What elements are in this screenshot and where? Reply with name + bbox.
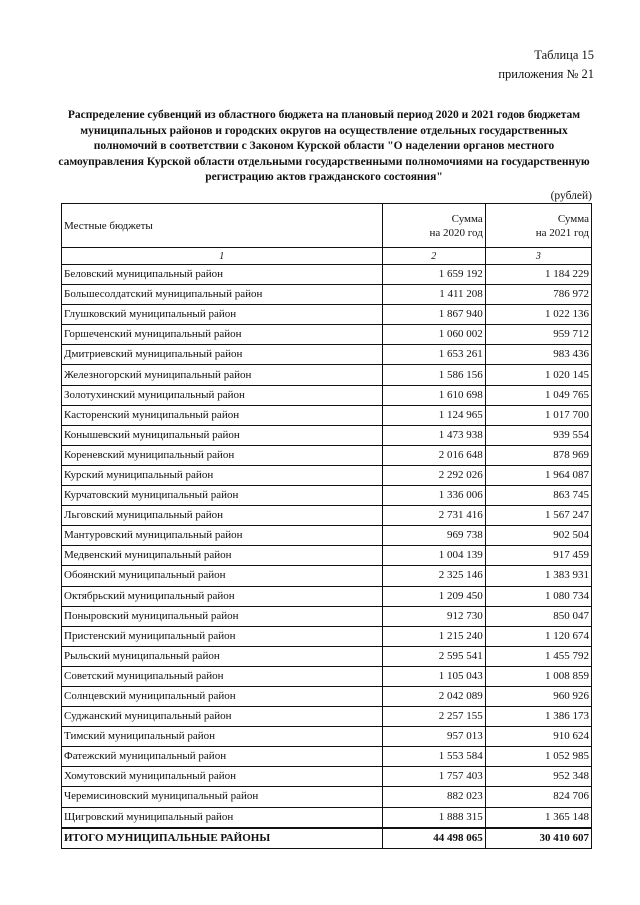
row-sum-2021: 983 436: [485, 345, 591, 365]
table-row: [62, 265, 592, 285]
table-row: [62, 626, 592, 646]
row-sum-2020: 2 731 416: [382, 506, 485, 526]
row-budget-name: Суджанский муниципальный район: [62, 707, 383, 727]
row-sum-2020: 1 209 450: [382, 586, 485, 606]
row-sum-2020: 1 060 002: [382, 325, 485, 345]
row-sum-2020: 2 016 648: [382, 445, 485, 465]
table-row: [62, 345, 592, 365]
table-row: [62, 285, 592, 305]
table-row: [62, 707, 592, 727]
col-header-2020: [382, 204, 485, 248]
row-sum-2020: 1 659 192: [382, 265, 485, 285]
table-number: Таблица 15: [534, 48, 594, 62]
row-budget-name: Мантуровский муниципальный район: [62, 526, 383, 546]
row-sum-2021: 939 554: [485, 425, 591, 445]
row-sum-2021: 1 017 700: [485, 405, 591, 425]
row-budget-name: Октябрьский муниципальный район: [62, 586, 383, 606]
table-row: [62, 666, 592, 686]
row-sum-2021: 878 969: [485, 445, 591, 465]
row-sum-2020: 969 738: [382, 526, 485, 546]
table-row: [62, 787, 592, 807]
row-sum-2021: 960 926: [485, 686, 591, 706]
total-row: [62, 828, 592, 849]
row-budget-name: Поныровский муниципальный район: [62, 606, 383, 626]
row-sum-2021: 910 624: [485, 727, 591, 747]
row-budget-name: Кореневский муниципальный район: [62, 445, 383, 465]
row-sum-2021: 1 365 148: [485, 807, 591, 828]
row-sum-2021: 959 712: [485, 325, 591, 345]
table-row: [62, 405, 592, 425]
row-sum-2021: 1 386 173: [485, 707, 591, 727]
row-sum-2020: 1 757 403: [382, 767, 485, 787]
col-number-3: 3: [485, 248, 591, 265]
row-budget-name: Черемисиновский муниципальный район: [62, 787, 383, 807]
row-sum-2020: 912 730: [382, 606, 485, 626]
row-sum-2020: 1 867 940: [382, 305, 485, 325]
row-sum-2020: 1 610 698: [382, 385, 485, 405]
row-budget-name: Хомутовский муниципальный район: [62, 767, 383, 787]
table-row: [62, 586, 592, 606]
row-budget-name: Медвенский муниципальный район: [62, 546, 383, 566]
row-sum-2020: 1 411 208: [382, 285, 485, 305]
row-sum-2020: 1 553 584: [382, 747, 485, 767]
row-sum-2020: 1 473 938: [382, 425, 485, 445]
table-row: [62, 546, 592, 566]
row-sum-2020: 1 336 006: [382, 486, 485, 506]
row-budget-name: Льговский муниципальный район: [62, 506, 383, 526]
row-sum-2020: 2 257 155: [382, 707, 485, 727]
row-sum-2021: 917 459: [485, 546, 591, 566]
total-label: ИТОГО МУНИЦИПАЛЬНЫЕ РАЙОНЫ: [62, 828, 383, 849]
row-budget-name: Пристенский муниципальный район: [62, 626, 383, 646]
row-budget-name: Курский муниципальный район: [62, 465, 383, 485]
row-sum-2021: 1 567 247: [485, 506, 591, 526]
table-row: [62, 727, 592, 747]
row-budget-name: Рыльский муниципальный район: [62, 646, 383, 666]
row-sum-2021: 1 120 674: [485, 626, 591, 646]
col-header-2021: [485, 204, 591, 248]
table-body: [62, 265, 592, 849]
table-row: [62, 526, 592, 546]
row-sum-2020: 1 888 315: [382, 807, 485, 828]
row-sum-2021: 1 080 734: [485, 586, 591, 606]
col-number-2: 2: [382, 248, 485, 265]
row-sum-2021: 1 184 229: [485, 265, 591, 285]
row-sum-2020: 2 595 541: [382, 646, 485, 666]
table-row: [62, 465, 592, 485]
table-row: [62, 606, 592, 626]
row-sum-2021: 1 022 136: [485, 305, 591, 325]
row-budget-name: Конышевский муниципальный район: [62, 425, 383, 445]
row-sum-2020: 2 325 146: [382, 566, 485, 586]
row-sum-2021: 1 020 145: [485, 365, 591, 385]
subvention-table: [61, 203, 592, 849]
row-budget-name: Горшеченский муниципальный район: [62, 325, 383, 345]
row-sum-2020: 1 586 156: [382, 365, 485, 385]
row-budget-name: Большесолдатский муниципальный район: [62, 285, 383, 305]
table-row: [62, 385, 592, 405]
row-budget-name: Фатежский муниципальный район: [62, 747, 383, 767]
row-sum-2021: 1 964 087: [485, 465, 591, 485]
table-row: [62, 767, 592, 787]
document-title: Распределение субвенций из областного бюджета на плановый период 2020 и 2021 годов бюджетам муниципальных районов и городских округов на осуществление отдельных государственных полномочий в соответствии с Законом Курской области "О наделении органов местного самоуправления Курской области отдельными государственными полномочиями на государственную регистрацию актов гражданского состояния": [58, 109, 590, 183]
row-sum-2021: 1 383 931: [485, 566, 591, 586]
table-row: [62, 365, 592, 385]
row-sum-2021: 1 455 792: [485, 646, 591, 666]
table-row: [62, 305, 592, 325]
table-row: [62, 445, 592, 465]
row-sum-2021: 824 706: [485, 787, 591, 807]
row-budget-name: Обоянский муниципальный район: [62, 566, 383, 586]
row-budget-name: Солнцевский муниципальный район: [62, 686, 383, 706]
row-sum-2021: 863 745: [485, 486, 591, 506]
row-sum-2020: 2 042 089: [382, 686, 485, 706]
row-budget-name: Железногорский муниципальный район: [62, 365, 383, 385]
table-header-row: [62, 204, 592, 248]
row-sum-2020: 882 023: [382, 787, 485, 807]
row-budget-name: Советский муниципальный район: [62, 666, 383, 686]
row-sum-2021: 850 047: [485, 606, 591, 626]
row-sum-2020: 1 105 043: [382, 666, 485, 686]
table-row: [62, 325, 592, 345]
units-label: (рублей): [550, 190, 592, 202]
row-sum-2020: 1 653 261: [382, 345, 485, 365]
col-header-2020-text: Сумма на 2020 год: [429, 212, 483, 239]
row-budget-name: Беловский муниципальный район: [62, 265, 383, 285]
appendix-label: приложения № 21: [498, 67, 594, 81]
row-sum-2020: 1 004 139: [382, 546, 485, 566]
row-sum-2021: 1 049 765: [485, 385, 591, 405]
row-sum-2021: 786 972: [485, 285, 591, 305]
row-sum-2021: 952 348: [485, 767, 591, 787]
table-row: [62, 686, 592, 706]
table-row: [62, 646, 592, 666]
total-2020: 44 498 065: [382, 828, 485, 849]
table-row: [62, 566, 592, 586]
row-sum-2020: 1 215 240: [382, 626, 485, 646]
row-budget-name: Щигровский муниципальный район: [62, 807, 383, 828]
row-sum-2021: 1 008 859: [485, 666, 591, 686]
col-header-budgets: Местные бюджеты: [62, 204, 383, 248]
row-budget-name: Курчатовский муниципальный район: [62, 486, 383, 506]
col-header-2021-text: Сумма на 2021 год: [535, 212, 589, 239]
row-sum-2021: 1 052 985: [485, 747, 591, 767]
row-sum-2021: 902 504: [485, 526, 591, 546]
table-row: [62, 747, 592, 767]
column-number-row: [62, 248, 592, 265]
row-budget-name: Глушковский муниципальный район: [62, 305, 383, 325]
table-row: [62, 425, 592, 445]
row-budget-name: Золотухинский муниципальный район: [62, 385, 383, 405]
col-number-1: 1: [62, 248, 383, 265]
row-sum-2020: 957 013: [382, 727, 485, 747]
row-budget-name: Касторенский муниципальный район: [62, 405, 383, 425]
row-sum-2020: 1 124 965: [382, 405, 485, 425]
row-budget-name: Дмитриевский муниципальный район: [62, 345, 383, 365]
table-row: [62, 807, 592, 828]
table-row: [62, 506, 592, 526]
row-budget-name: Тимский муниципальный район: [62, 727, 383, 747]
table-row: [62, 486, 592, 506]
total-2021: 30 410 607: [485, 828, 591, 849]
row-sum-2020: 2 292 026: [382, 465, 485, 485]
